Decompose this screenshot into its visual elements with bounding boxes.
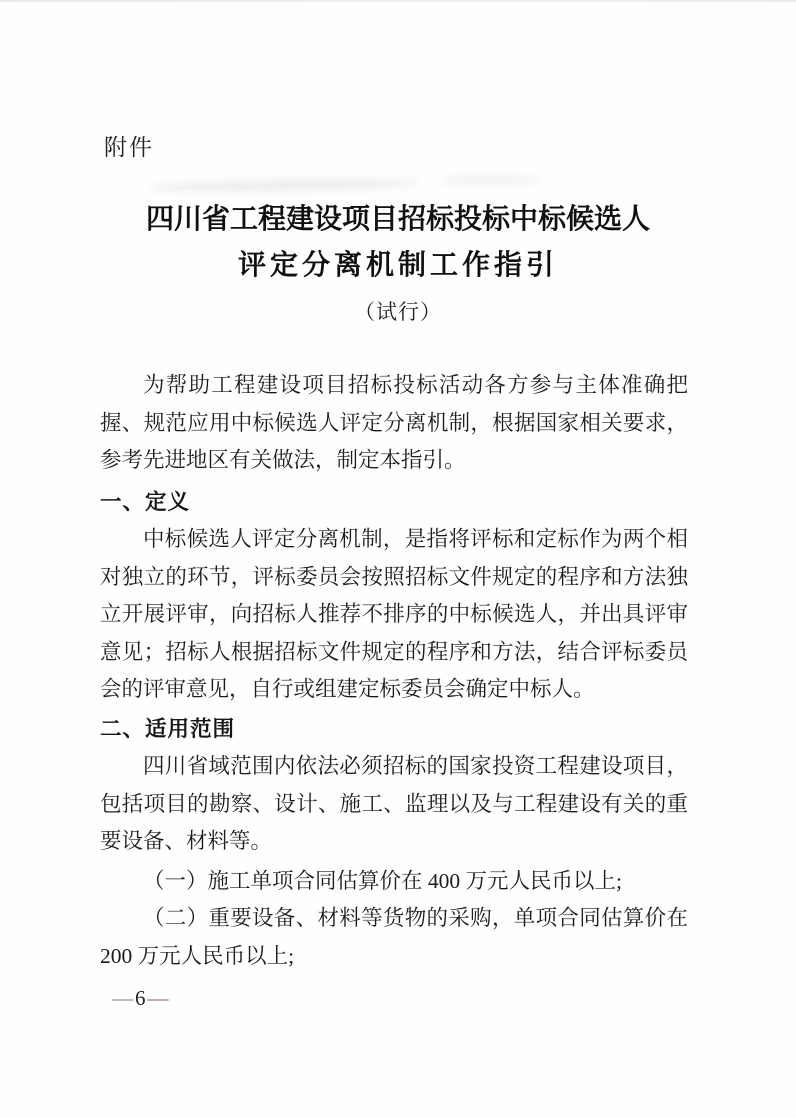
intro-line-2: 握、规范应用中标候选人评定分离机制，根据国家相关要求， (100, 410, 688, 435)
definition-line-5: 会的评审意见，自行或组建定标委员会确定中标人。 (100, 677, 595, 701)
page-number-dash-left: — (112, 986, 134, 1010)
document-body (100, 367, 688, 975)
intro-line-3: 参考先进地区有关做法，制定本指引。 (100, 448, 466, 472)
definition-line-2: 对独立的环节，评标委员会按照招标文件规定的程序和方法独 (100, 564, 688, 589)
title-line-1: 四川省工程建设项目招标投标中标候选人 (145, 204, 650, 235)
scan-smudge-2 (440, 176, 540, 185)
definition-line-4: 意见；招标人根据招标文件规定的程序和方法，结合评标委员 (100, 639, 688, 664)
section-heading-definition: 一、定义 (100, 489, 191, 515)
title-line-2: 评定分离机制工作指引 (237, 250, 558, 281)
scope-line-1: 四川省域范围内依法必须招标的国家投资工程建设项目， (143, 754, 688, 778)
page-number-dash-right: — (147, 986, 170, 1010)
document-title (0, 197, 796, 289)
attachment-label: 附件 (104, 135, 154, 161)
definition-line-3: 立开展评审，向招标人推荐不排序的中标候选人，并出具评审 (100, 602, 688, 626)
scan-smudge (150, 178, 420, 194)
definition-line-1: 中标候选人评定分离机制，是指将评标和定标作为两个相 (143, 527, 688, 551)
section-heading-scope: 二、适用范围 (100, 716, 236, 742)
page-number (112, 985, 170, 1011)
scope-item-2-line-1: （二）重要设备、材料等货物的采购，单项合同估算价在 (143, 906, 688, 930)
scope-line-3: 要设备、材料等。 (100, 829, 273, 853)
scope-item-1: （一）施工单项合同估算价在 400 万元人民币以上; (143, 868, 622, 893)
scan-top-edge (0, 0, 796, 2)
scope-item-2-line-2: 200 万元人民币以上; (100, 943, 295, 968)
page-number-value: 6 (135, 986, 147, 1010)
intro-line-1: 为帮助工程建设项目招标投标活动各方参与主体准确把 (143, 373, 688, 397)
scope-line-2: 包括项目的勘察、设计、施工、监理以及与工程建设有关的重 (100, 791, 688, 816)
document-subtitle: （试行） (354, 300, 442, 324)
